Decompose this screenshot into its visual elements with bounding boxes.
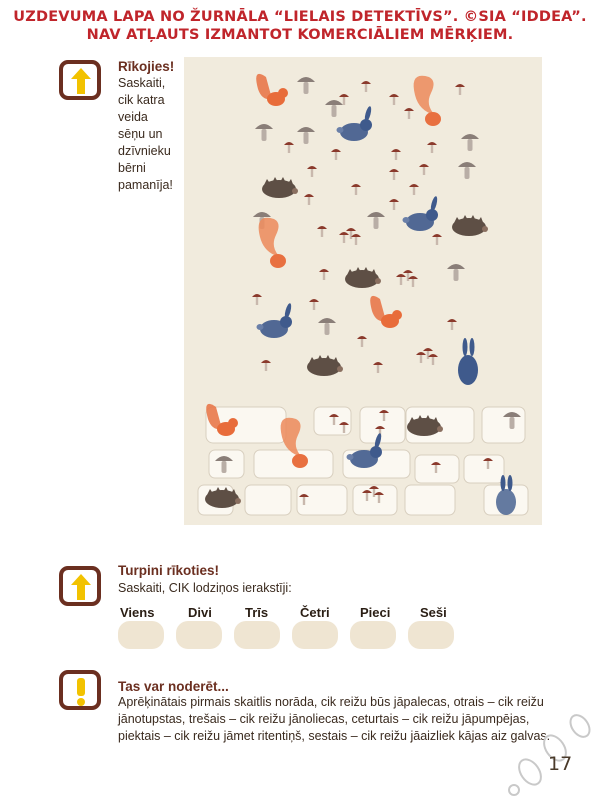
word-label: Divi [188, 605, 212, 620]
section2-text: Saskaiti, CIK lodziņos ierakstīji: [118, 581, 292, 595]
page-number: 17 [548, 753, 573, 775]
forest-illustration [184, 57, 542, 525]
answer-box[interactable] [292, 621, 338, 649]
answer-box[interactable] [350, 621, 396, 649]
task-icon-frame [59, 60, 101, 100]
answer-box[interactable] [118, 621, 164, 649]
up-arrow-icon [71, 574, 91, 600]
section1-line: pamanīja! [118, 178, 173, 192]
squirrel-figure [259, 218, 286, 268]
word-label: Seši [420, 605, 447, 620]
up-arrow-icon [71, 68, 91, 94]
rabbit-figure [403, 196, 439, 231]
task-icon-frame [59, 566, 101, 606]
section1-line: dzīvnieku [118, 144, 171, 158]
answer-box[interactable] [408, 621, 454, 649]
word-label: Viens [120, 605, 155, 620]
exclamation-icon [71, 678, 91, 706]
section1-line: veida [118, 110, 148, 124]
page-header [0, 8, 600, 44]
rabbit-figure [337, 106, 373, 141]
section3-line: piektais – cik reižu jāmet ritentiņš, sestais – cik reižu jāaizliek kājas aiz galvas. [118, 729, 551, 743]
squirrel-figure [370, 296, 402, 328]
squirrel-figure [256, 74, 288, 106]
section3-line: Aprēķinātais pirmais skaitlis norāda, cik reižu būs jāpalecas, otrais – cik reižu [118, 695, 544, 709]
word-label: Pieci [360, 605, 391, 620]
section3-line: jānotupstas, trešais – cik reižu jānoliecas, ceturtais – cik reižu jāpumpējas, [118, 712, 530, 726]
section1-line: Saskaiti, [118, 76, 166, 90]
section1-text [118, 75, 173, 194]
hedgehog-figure [307, 355, 343, 376]
hedgehog-figure [452, 215, 488, 236]
squirrel-figure [414, 76, 441, 126]
header-line-2: NAV ATĻAUTS IZMANTOT KOMERCIĀLIEM MĒRĶIEM. [86, 27, 514, 43]
section1-title: Rīkojies! [118, 59, 175, 74]
hedgehog-figure [262, 177, 298, 198]
answer-box[interactable] [176, 621, 222, 649]
rabbit-figure [257, 303, 293, 338]
hedgehog-figure [205, 487, 241, 508]
tip-icon-frame [59, 670, 101, 710]
section1-line: sēņu un [118, 127, 163, 141]
rabbit-figure [458, 338, 478, 385]
header-line-1: UZDEVUMA LAPA NO ŽURNĀLA “LIELAIS DETEKTĪVS”. ©SIA “IDDEA”. [13, 9, 587, 25]
section2-title: Turpini rīkoties! [118, 563, 220, 578]
answer-box[interactable] [234, 621, 280, 649]
word-label: Četri [300, 605, 330, 620]
section3-title: Tas var noderēt... [118, 679, 229, 694]
hedgehog-figure [345, 267, 381, 288]
word-label: Trīs [245, 605, 269, 620]
section3-text [118, 694, 558, 745]
illustration-panel [184, 57, 542, 525]
section1-line: cik katra [118, 93, 165, 107]
section1-line: bērni [118, 161, 146, 175]
